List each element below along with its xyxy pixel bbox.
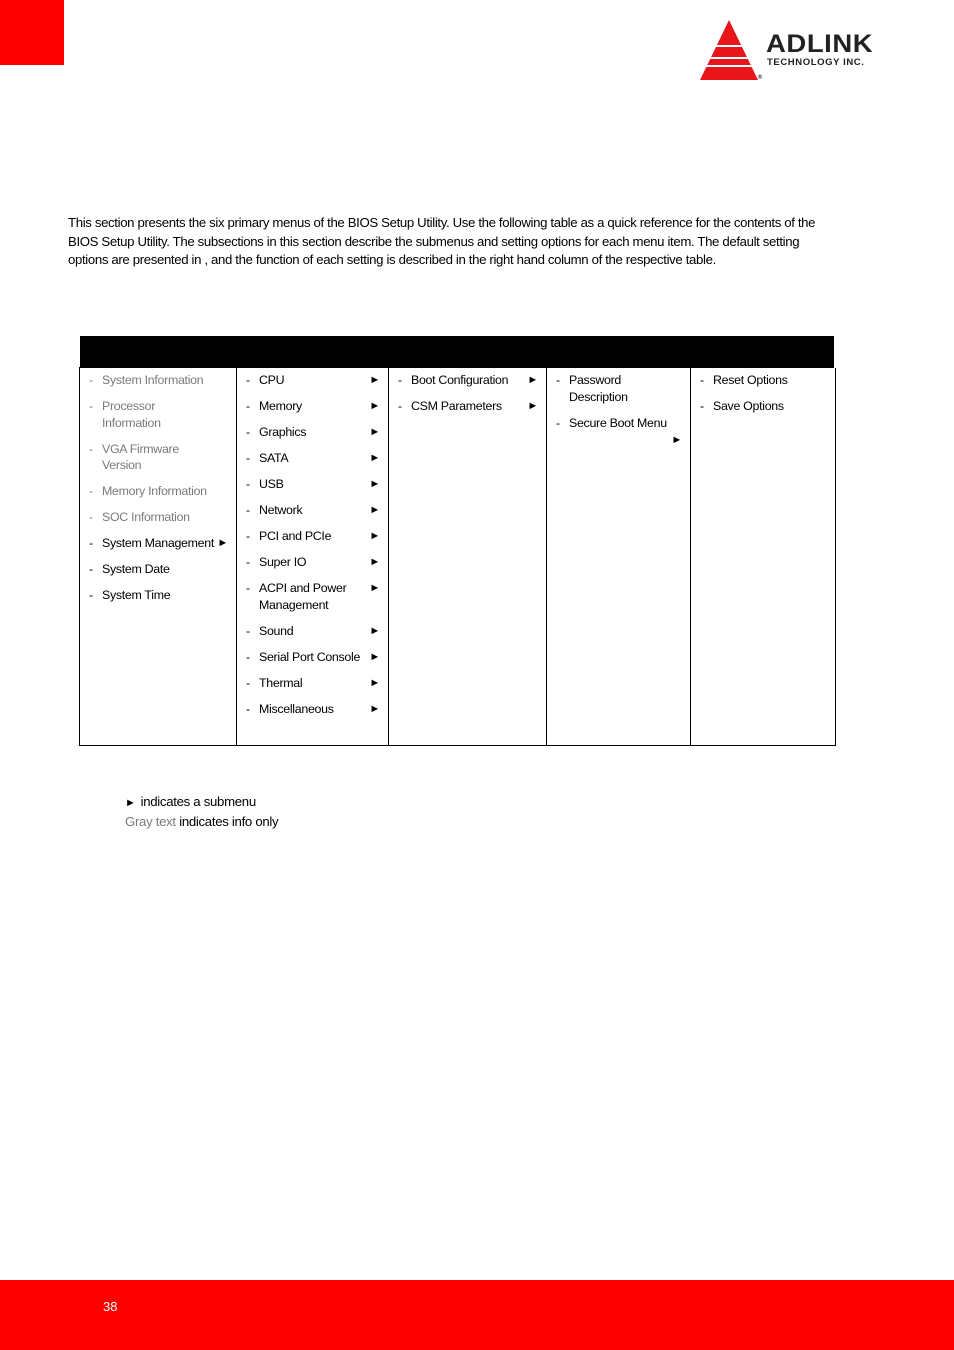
table-body-row (80, 368, 836, 746)
submenu-arrow-icon: ► (369, 504, 380, 516)
menu-item (237, 398, 388, 415)
menu-item-label: System Date (102, 562, 170, 576)
menu-item-dash: - (246, 425, 250, 439)
submenu-arrow-icon: ► (369, 650, 380, 663)
menu-item (237, 675, 388, 692)
column-advanced (237, 368, 389, 746)
intro-line-3: options are presented in , and the function of each setting is described in the right hand column of the respective table. (68, 252, 716, 267)
footer-bar (0, 1280, 954, 1350)
menu-item-label: CSM Parameters (411, 399, 502, 413)
brand-name: ADLINK (766, 30, 874, 58)
menu-item-label: Memory (259, 399, 302, 413)
menu-item-dash: - (398, 373, 402, 387)
submenu-arrow-icon: ► (125, 797, 136, 809)
submenu-arrow-icon: ► (369, 702, 380, 715)
menu-item (237, 701, 388, 718)
intro-line-1: This section presents the six primary menus of the BIOS Setup Utility. Use the following table as a quick reference for the contents of the (68, 215, 816, 230)
page-number: 38 (103, 1299, 118, 1314)
menu-item-label: VGA Firmware Version (102, 441, 179, 472)
menu-item (237, 502, 388, 519)
menu-item-dash: - (89, 510, 93, 524)
menu-item-dash: - (246, 675, 250, 690)
menu-item (389, 372, 546, 389)
submenu-arrow-icon: ► (369, 400, 380, 412)
menu-item (80, 398, 236, 431)
menu-item-label: Boot Configuration (411, 373, 509, 387)
legend-notes (125, 793, 278, 831)
column-security (547, 368, 691, 746)
menu-item-dash: - (246, 623, 250, 638)
note-gray (125, 813, 278, 832)
bios-menu-table (79, 336, 837, 746)
menu-item (691, 398, 835, 415)
menu-item-label: System Information (102, 373, 204, 387)
menu-item (80, 441, 236, 474)
menu-item-dash: - (246, 451, 250, 465)
menu-item (389, 398, 546, 415)
menu-item-label: Miscellaneous (259, 701, 334, 716)
menu-item (691, 372, 835, 389)
menu-item (80, 535, 236, 552)
menu-item-dash: - (556, 373, 560, 387)
menu-item-dash: - (246, 701, 250, 716)
menu-item (80, 483, 236, 500)
menu-item (237, 528, 388, 545)
menu-item-label: System Management (102, 536, 214, 550)
menu-item-dash: - (246, 529, 250, 543)
menu-item-dash: - (89, 373, 93, 387)
menu-item-label: Secure Boot Menu (569, 415, 667, 430)
menu-item-label: SOC Information (102, 510, 190, 524)
menu-item-label: Network (259, 503, 303, 517)
menu-item-label: Save Options (713, 399, 784, 413)
submenu-arrow-icon: ► (369, 374, 380, 386)
menu-item-dash: - (89, 399, 93, 413)
menu-item-label: Memory Information (102, 484, 207, 498)
header-security (547, 336, 691, 368)
intro-line-2: BIOS Setup Utility. The subsections in this section describe the submenus and setting options for each menu item. The default setting (68, 233, 800, 249)
menu-item (237, 623, 388, 640)
menu-item-dash: - (246, 581, 250, 595)
menu-item (237, 649, 388, 666)
menu-item-label: Sound (259, 623, 294, 638)
menu-item-dash: - (89, 562, 93, 576)
submenu-arrow-icon: ► (217, 537, 228, 549)
brand-registered-mark: ® (757, 74, 763, 81)
menu-item (547, 415, 690, 446)
menu-item (237, 424, 388, 441)
submenu-arrow-icon: ► (527, 374, 538, 386)
adlink-logo (696, 18, 908, 84)
table-header-row (80, 336, 836, 368)
menu-item-dash: - (89, 441, 93, 456)
submenu-arrow-icon: ► (369, 452, 380, 464)
submenu-arrow-icon: ► (369, 582, 380, 594)
header-boot (389, 336, 547, 368)
menu-item-label: Password Description (569, 373, 628, 404)
brand-tagline: TECHNOLOGY INC. (767, 57, 865, 68)
menu-item-dash: - (246, 503, 250, 517)
menu-item-label: Graphics (259, 425, 307, 439)
header-main (80, 336, 237, 368)
note-submenu-text: indicates a submenu (140, 794, 256, 809)
menu-item-label: PCI and PCIe (259, 529, 332, 543)
menu-item (237, 580, 388, 613)
menu-item-dash: - (246, 477, 250, 491)
menu-item-label: ACPI and Power Management (259, 581, 347, 612)
menu-item-label: USB (259, 477, 284, 491)
menu-item (80, 587, 236, 604)
menu-item-label: SATA (259, 451, 289, 465)
menu-item-dash: - (556, 415, 560, 430)
header-red-tab (0, 0, 64, 65)
submenu-arrow-icon: ► (369, 478, 380, 490)
menu-item-label: Serial Port Console (259, 649, 361, 664)
submenu-arrow-icon: ► (369, 530, 380, 542)
submenu-arrow-icon: ► (369, 556, 380, 568)
menu-item-dash: - (398, 399, 402, 413)
note-gray-text: indicates info only (179, 813, 279, 829)
menu-item (547, 372, 690, 405)
menu-item-label: CPU (259, 373, 285, 387)
header-advanced (237, 336, 389, 368)
submenu-arrow-icon: ► (671, 433, 682, 446)
submenu-arrow-icon: ► (527, 400, 538, 412)
menu-item (237, 450, 388, 467)
submenu-arrow-icon: ► (369, 676, 380, 689)
column-main (80, 368, 237, 746)
menu-item (80, 561, 236, 578)
note-submenu (125, 793, 278, 813)
note-gray-sample: Gray text (125, 813, 176, 829)
menu-item-label: Processor Information (102, 399, 161, 430)
menu-item-label: Super IO (259, 555, 307, 569)
menu-item-dash: - (246, 399, 250, 413)
menu-item-dash: - (89, 536, 93, 550)
menu-item-dash: - (700, 373, 704, 387)
logo-triangle-icon (696, 18, 760, 84)
menu-item-label: Thermal (259, 675, 303, 690)
menu-item-label: Reset Options (713, 373, 788, 387)
intro-paragraph (68, 214, 878, 270)
header-exit (691, 336, 836, 368)
menu-item (237, 476, 388, 493)
menu-item (80, 372, 236, 389)
menu-item (237, 372, 388, 389)
menu-item-dash: - (700, 399, 704, 413)
menu-item-dash: - (246, 649, 250, 664)
menu-item-dash: - (246, 373, 250, 387)
column-boot (389, 368, 547, 746)
menu-item-label: System Time (102, 588, 171, 602)
submenu-arrow-icon: ► (369, 624, 380, 637)
menu-item-dash: - (246, 555, 250, 569)
menu-item (80, 509, 236, 526)
menu-item (237, 554, 388, 571)
menu-item-dash: - (89, 588, 93, 602)
column-exit (691, 368, 836, 746)
submenu-arrow-icon: ► (369, 426, 380, 438)
menu-item-dash: - (89, 484, 93, 498)
